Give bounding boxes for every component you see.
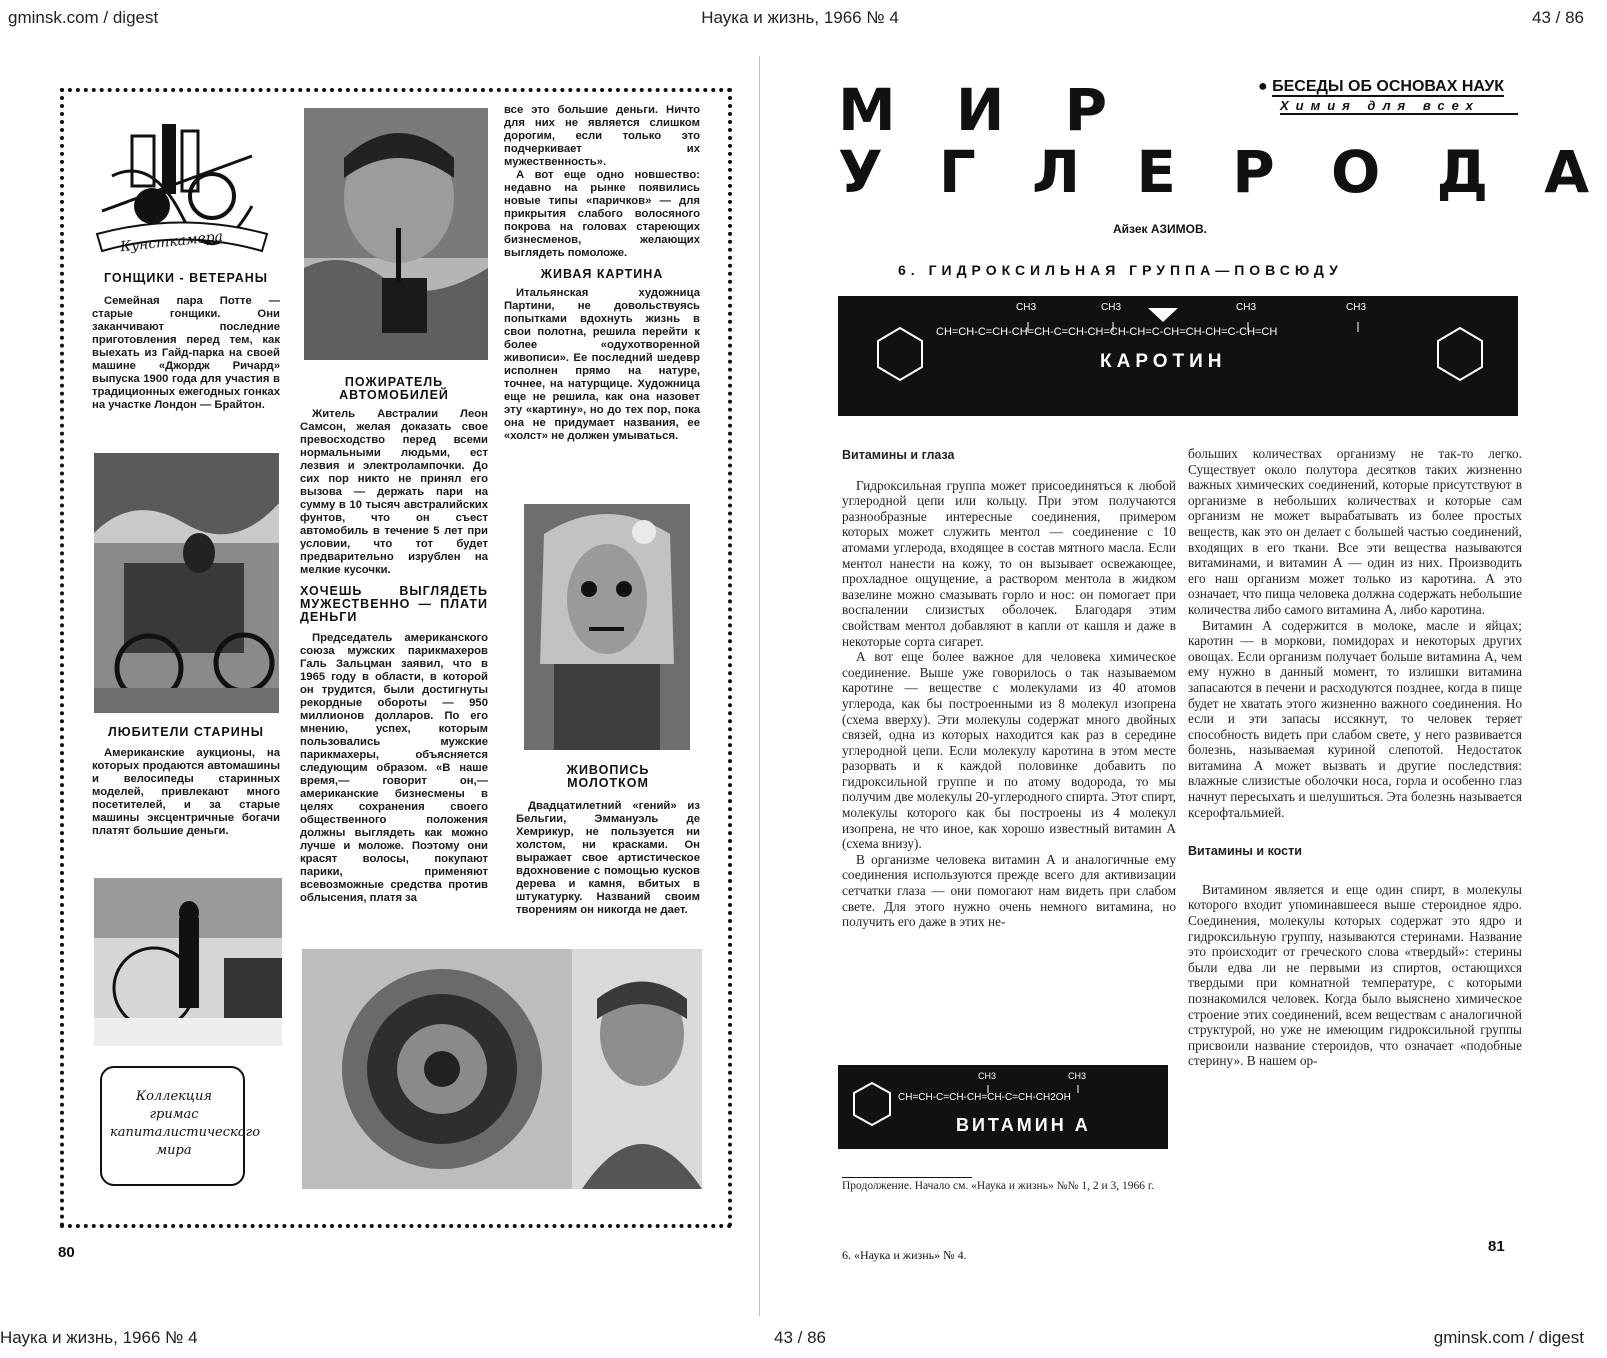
ch3-label-1: CH3 xyxy=(1016,302,1037,313)
column-3b xyxy=(516,764,700,917)
kunstkamera-logo-icon xyxy=(92,116,272,266)
bullet-icon: ● xyxy=(1258,78,1268,95)
article-col1-p2: А вот еще более важное для человека химическое соединение. Выше уже говорилось о так называемом каротине — веществе с молекулами из 40 атомов углерода, как бы построенными из 8 молекул изопрена (схема вверху). Эти молекулы содержат много двойных связей, одна из которых находится как раз в середине углеродной цепи. Если молекулу каротина в этом месте разорвать и к каждой половинке добавить по гидроксильной группе и по атому водорода, то мы получим две молекулы 20-углеродного спирта. Этот спирт, молекулы которого как бы построены из 4 молекул изопрена, не что иное, как хорошо известный витамин А (схема внизу). xyxy=(842,649,1176,852)
hammer-text: Двадцатилетний «гений» из Бельгии, Эммануэль де Хемрикур, не пользуется ни холстом, ни красками. Он выражает свое артистическое вдохновение с помощью кусков дерева и камня, вбитых в штукатурку. Названий своим творениям он никогда не дает. xyxy=(516,800,700,916)
carotene-label: КАРОТИН xyxy=(1100,351,1227,372)
triangle-marker-icon xyxy=(1148,308,1178,322)
manly-heading: ХОЧЕШЬ ВЫГЛЯДЕТЬ МУЖЕСТВЕННО — ПЛАТИ ДЕНЬГИ xyxy=(300,584,488,624)
article-column-1 xyxy=(842,448,1176,930)
living-heading: ЖИВАЯ КАРТИНА xyxy=(540,267,664,281)
footnote: Продолжение. Начало см. «Наука и жизнь» №№ 1, 2 и 3, 1966 г. xyxy=(842,1180,1155,1192)
article-col2-p3: Витамином является и еще один спирт, в молекулы которого входит упоминавшееся выше стероидное ядро. Соединения, молекулы которых содержат это ядро и гидроксильную группу, называются стеринами. Название это происходит от греческого слова «твердый»: стерины были едва ли не первыми из спиртов, остающихся твердыми при комнатной температуре, с которыми познакомился человек. Когда было выяснено химическое строение этих соединений, всем веществам с аналогичной структурой, но уже не имеющим гидроксильной группы присвоили название стероидов, что означает «подобные стерину». В нашем ор- xyxy=(1188,881,1522,1069)
column-3 xyxy=(504,104,700,443)
vitamin-chain: CH=CH-C=CH-CH=CH-C=CH-CH2OH xyxy=(898,1092,1071,1103)
vitamin-a-formula xyxy=(838,1065,1168,1149)
article-col2-p1: больших количествах организму не так-то легко. Существует около полутора десятков таких жизненно важных химических соединений, которые присутствуют в организме в небольших количествах и которые сам организм не может вырабатывать из более простых веществ, как это он делает с большей частью соединений, входящих в его ткани. Все эти вещества называются витаминами, и витамин А — один из них. Производить его наш организм может только из каротина. А это означает, что пища человека должна содержать небольшие количества либо самого витамина А, либо каротина. xyxy=(1188,446,1522,617)
ch3-label-2: CH3 xyxy=(1101,302,1122,313)
chapter-heading: 6. ГИДРОКСИЛЬНАЯ ГРУППА—ПОВСЮДУ xyxy=(898,262,1343,278)
author: Айзек АЗИМОВ. xyxy=(1113,222,1208,236)
title-line-2: У Г Л Е Р О Д А xyxy=(838,138,1607,206)
title-line-1: М И Р xyxy=(838,76,1128,144)
series-block xyxy=(1258,78,1518,115)
hammer-art-photo xyxy=(302,949,702,1189)
eater-heading: ПОЖИРАТЕЛЬ АВТОМОБИЛЕЙ xyxy=(339,375,449,402)
left-page-number: 80 xyxy=(58,1244,75,1261)
antiques-photo xyxy=(94,878,282,1046)
site-link-bottom[interactable]: gminsk.com / digest xyxy=(1433,1328,1584,1347)
series-sub: Химия для всех xyxy=(1280,98,1518,115)
veterans-photo xyxy=(94,453,279,713)
column-1 xyxy=(92,272,280,412)
page-counter: 43 / 86 xyxy=(1532,8,1584,27)
stamp-text: Коллекция гримас капиталистического мира xyxy=(110,1089,261,1158)
column-1b xyxy=(92,726,280,838)
vitamin-label: ВИТАМИН А xyxy=(956,1115,1091,1135)
article-col2-p2: Витамин А содержится в молоке, масле и яйцах; каротин — в моркови, помидорах и некоторых других овощах. Если организм получает больше витамина А, чем ему нужно в данный момент, то излишки витамина запасаются в печени и расходуются позднее, когда в пище будет не хватать этого жизненно важного соединения. Но если и эти запасы иссякнут, то человек теряет способность видеть при слабом свете, у него развивается болезнь, называемая куриной слепотой. Недостаток витамина А может вызвать и другие последствия: влажные слизистые оболочки носа, горла и особенно глаз начнут пересыхать и шелушиться. Эта болезнь называется ксерофтальмией. xyxy=(1188,617,1522,820)
viewer-bottom-bar xyxy=(0,1322,1600,1358)
ch3-label-3: CH3 xyxy=(1236,302,1257,313)
ch3-label-4: CH3 xyxy=(1346,302,1367,313)
page-counter-bottom: 43 / 86 xyxy=(774,1328,826,1347)
page-signature: 6. «Наука и жизнь» № 4. xyxy=(842,1248,967,1262)
veterans-heading: ГОНЩИКИ - ВЕТЕРАНЫ xyxy=(104,271,268,285)
manly-text: Председатель американского союза мужских парикмахеров Галь Зальцман заявил, что в 1965 году в области, в которой он трудится, были достигнуты рекордные обороты — 950 миллионов долларов. По его мнению, успех, которым пользовались мужские парикмахеры, объясняется следующим образом. «В наше время,— говорит он,— американские бизнесмены в целях сохранения своего общественного положения должны выглядеть как можно лучше и моложе. Поэтому они красят волосы, покупают парики, применяют всевозможные средства против облысения, платя за xyxy=(300,632,488,904)
document-title: Наука и жизнь, 1966 № 4 xyxy=(701,8,899,27)
article-col1-p3: В организме человека витамин А и аналогичные ему соединения используются прежде всего для активизации сетчатки глаза — они помогают нам видеть при слабом свете. Для этого нужно очень немного витамина, но получить его даже в этих не- xyxy=(842,851,1176,930)
logo-ribbon-text: Кунсткамера xyxy=(119,228,224,256)
eater-photo xyxy=(304,108,488,360)
hammer-heading: ЖИВОПИСЬ МОЛОТКОМ xyxy=(566,763,650,790)
veterans-text: Семейная пара Потте — старые гонщики. Они заканчивают последние приготовления перед тем, как выехать из Гайд-парка на своей машине «Джордж Ричард» выпуска 1900 года для участия в традиционных ежегодных гонках на участке Лондон — Брайтон. xyxy=(92,295,280,411)
footnote-rule xyxy=(842,1177,972,1178)
ch3-label-5: CH3 xyxy=(978,1071,997,1081)
eater-text: Житель Австралии Леон Самсон, желая доказать свое превосходство перед всеми нормальными людьми, ест лезвия и электролампочки. До сих пор никто не принял его вызова — держать пари на сумму в 10 тысяч австралийских фунтов, что он съест автомобиль в течение 5 лет при условии, что тот будет предварительно изрублен на мелкие кусочки. xyxy=(300,408,488,576)
antiques-heading: ЛЮБИТЕЛИ СТАРИНЫ xyxy=(107,725,264,739)
document-title-bottom: Наука и жизнь, 1966 № 4 xyxy=(0,1328,198,1347)
antiques-text: Американские аукционы, на которых продаются автомашины и велосипеды старинных моделей, привлекают много посетителей, и за старые машины эксцентричные богачи платят большие деньги. xyxy=(92,747,280,837)
subheading-eyes: Витамины и глаза xyxy=(842,448,955,462)
living-text: Итальянская художница Партини, не довольствуясь попытками вдохнуть жизнь в свои полотна, решила перейти к более «одухотворенной живописи». Ее последний шедевр исполнен прямо на натуре, точнее, на натурщице. Художница еще не решила, как она назовет эту «картину», но до тех пор, пока она не придумает названия, ее «холст» не должен умываться. xyxy=(504,287,700,442)
article-col1-p1: Гидроксильная группа может присоединяться к любой углеродной цепи или кольцу. При этом получаются разнообразные интересные соединения, примером которых может служить ментол — соединение с 10 атомами углерода, входящее в состав мятного масла. Если ментол нанести на кожу, то он вызывает освежающее, прохладное ощущение, а раствором ментола в жидком вазелине можно смазывать горло и нос: он помогает при воспалении слизистых оболочек. Благодаря этим свойствам ментол добавляют в капли от кашля и даже в некоторые сорта сигарет. xyxy=(842,477,1176,649)
carotene-chain: CH=CH-C=CH-CH=CH-C=CH-CH=CH-CH=C-CH=CH-CH=C-CH=CH xyxy=(936,326,1278,338)
grimace-stamp xyxy=(100,1066,261,1186)
viewer-top-bar xyxy=(0,0,1600,36)
living-painting-photo xyxy=(524,504,690,750)
manly-text-2: А вот еще одно новшество: недавно на рынке появились новые типы «паричков» — для прикрытия слабого волосяного покрова на головах стареющих бизнесменов, желающих выглядеть помоложе. xyxy=(504,169,700,259)
right-page-number: 81 xyxy=(1488,1238,1505,1255)
subheading-bones: Витамины и кости xyxy=(1188,844,1302,859)
series-label: БЕСЕДЫ ОБ ОСНОВАХ НАУК xyxy=(1272,78,1505,95)
carotene-formula xyxy=(838,296,1518,416)
right-page xyxy=(808,56,1607,1316)
column-2 xyxy=(300,376,488,905)
article-column-2 xyxy=(1188,446,1522,1069)
ch3-label-6: CH3 xyxy=(1068,1071,1087,1081)
site-link[interactable]: gminsk.com / digest xyxy=(8,8,159,27)
manly-text-cont: все это большие деньги. Ничто для них не является слишком дорогим, если только это подчеркивает их мужественность». xyxy=(504,104,700,168)
left-page xyxy=(0,56,760,1316)
